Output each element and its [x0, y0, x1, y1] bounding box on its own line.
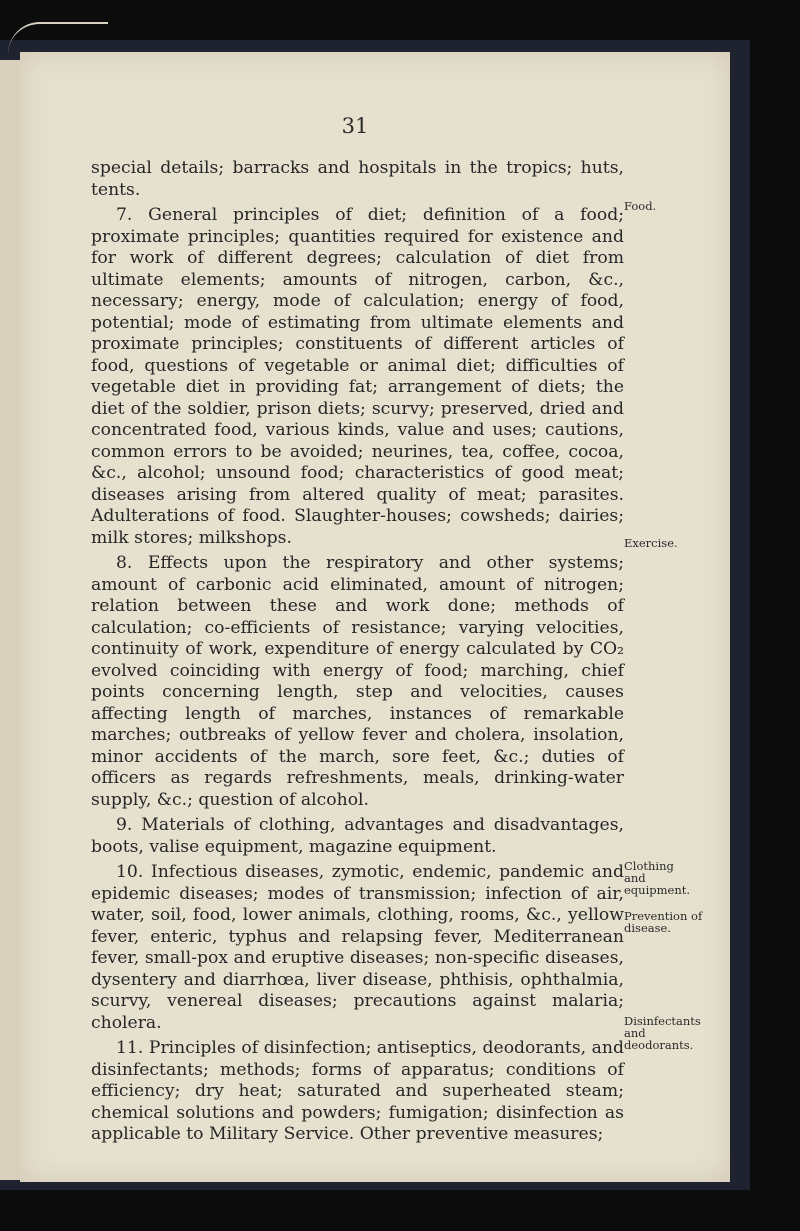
margin-note-exercise: Exercise. [624, 536, 678, 550]
paragraph-7-diet: 7. General principles of diet; definition of a food; proximate principles; quantities required for existence and for work of different degrees; calculation of diet from ultimate elements; amounts of nitrogen, carbon, &c., necessary; energy, mode of calculation; energy of food, potential; mode of estimating from ultimate elements and proximate principles; constituents of different articles of food, questions of vegetable or animal diet; difficulties of vegetable diet in providing fat; arrangement of diets; the diet of the soldier, prison diets; scurvy; preserved, dried and concentrated food, various kinds, value and uses; cautions, common errors to be avoided; neurines, tea, coffee, cocoa, &c., alcohol; unsound food; characteristics of good meat; diseases arising from altered quality of meat; parasites. Adulterations of food. Slaughter-houses; cowsheds; dairies; milk stores; milkshops. [91, 205, 624, 548]
paragraph-continued: special details; barracks and hospitals in the tropics; huts, tents. [91, 158, 624, 200]
margin-note-prevention: Prevention of disease. [624, 909, 703, 935]
page-number: 31 [341, 114, 369, 138]
paragraph-9-clothing: 9. Materials of clothing, advantages and disadvantages, boots, valise equipment, magazine equipment. [91, 815, 624, 857]
bookmark-thread [8, 22, 108, 54]
text-column [91, 158, 624, 1150]
margin-note-food: Food. [624, 199, 657, 213]
margin-note-clothing: Clothing and equipment. [624, 859, 691, 897]
paragraph-10-infectious: 10. Infectious diseases, zymotic, endemic, pandemic and epidemic diseases; modes of transmission; infection of air, water, soil, food, lower animals, clothing, rooms, &c., yellow fever, enteric, typhus and relapsing fever, Mediterranean fever, small-pox and eruptive diseases; non-specific diseases, dysentery and diarrhœa, liver disease, phthisis, ophthalmia, scurvy, venereal diseases; precautions against malaria; cholera. [91, 862, 624, 1033]
paragraph-8-exercise: 8. Effects upon the respiratory and other systems; amount of carbonic acid eliminated, amount of nitrogen; relation between these and work done; methods of calculation; co-efficients of resistance; varying velocities, continuity of work, expenditure of energy calculated by CO₂ evolved coinciding with energy of food; marching, chief points concerning length, step and velocities, causes affecting length of marches, instances of remarkable marches; outbreaks of yellow fever and cholera, insolation, minor accidents of the march, sore feet, &c.; duties of officers as regards refreshments, meals, drinking-water supply, &c.; question of alcohol. [91, 553, 624, 810]
margin-note-disinfectants: Disinfectants and deodorants. [624, 1014, 701, 1052]
paragraph-11-disinfection: 11. Principles of disinfection; antiseptics, deodorants, and disinfectants; methods; forms of apparatus; conditions of efficiency; dry heat; saturated and superheated steam; chemical solutions and powders; fumigation; disinfection as applicable to Military Service. Other preventive measures; [91, 1038, 624, 1144]
